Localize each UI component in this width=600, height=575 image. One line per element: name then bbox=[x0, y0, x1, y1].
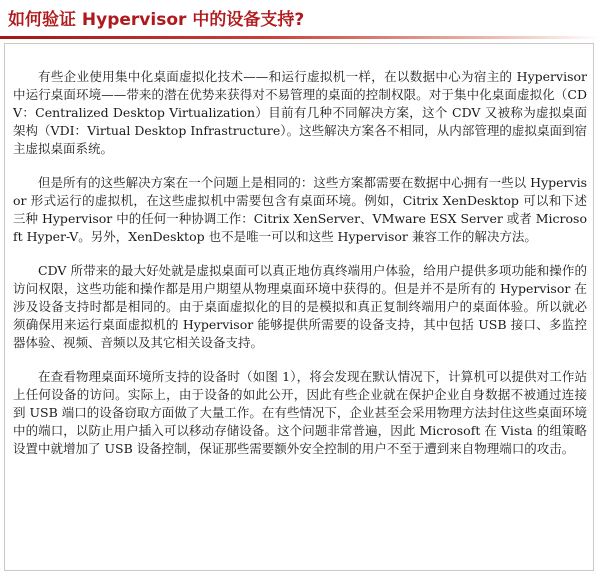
title-bar bbox=[0, 0, 600, 44]
paragraph-1: 有些企业使用集中化桌面虚拟化技术——和运行虚拟机一样，在以数据中心为宿主的 Hypervisor 中运行桌面环境——带来的潜在优势来获得对不易管理的桌面的控制权限。对于集中化桌面虚拟化（CDV：Centralized Desktop Virtualization）目前有几种不同解决方案，这个 CDV 又被称为虚拟桌面架构（VDI：Virtual Desktop Infrastructure）。这些解决方案各不相同，从内部管理的虚拟桌面到宿主虚拟桌面系统。 bbox=[13, 69, 587, 156]
paragraph-3: CDV 所带来的最大好处就是虚拟桌面可以真正地仿真终端用户体验，给用户提供多项功能和操作的访问权限，这些功能和操作都是用户期望从物理桌面环境中获得的。但是并不是所有的 Hypervisor 在涉及设备支持时都是相同的。由于桌面虚拟化的目的是模拟和真正复制终端用户的桌面体验。所以就必须确保用来运行桌面虚拟机的 Hypervisor 能够提供所需要的设备支持，其中包括 USB 接口、多监控器体验、视频、音频以及其它相关设备支持。 bbox=[13, 263, 587, 350]
paragraph-4: 在查看物理桌面环境所支持的设备时（如图 1），将会发现在默认情况下，计算机可以提供对工作站上任何设备的访问。实际上，由于设备的如此公开，因此有些企业就在保护企业自身数据不被通过连接到 USB 端口的设备窃取方面做了大量工作。在有些情况下，企业甚至会采用物理方法封住这些桌面环境中的端口，以防止用户插入可以移动存储设备。这个问题非常普遍，因此 Microsoft 在 Vista 的组策略设置中就增加了 USB 设备控制，保证那些需要额外安全控制的用户不至于遭到来自物理端口的攻击。 bbox=[13, 369, 587, 456]
title-divider bbox=[0, 36, 600, 39]
article-title: 如何验证 Hypervisor 中的设备支持? bbox=[8, 10, 305, 30]
article-body bbox=[13, 68, 587, 474]
paragraph-2: 但是所有的这些解决方案在一个问题上是相同的：这些方案都需要在数据中心拥有一些以 Hypervisor 形式运行的虚拟机，在这些虚拟机中需要包含有桌面环境。例如，Citrix XenDesktop 可以和下述三种 Hypervisor 中的任何一种协调工作：Citrix XenServer、VMware ESX Server 或者 Microsoft Hyper-V。另外，XenDesktop 也不是唯一可以和这些 Hypervisor 兼容工作的解决方法。 bbox=[13, 175, 587, 244]
